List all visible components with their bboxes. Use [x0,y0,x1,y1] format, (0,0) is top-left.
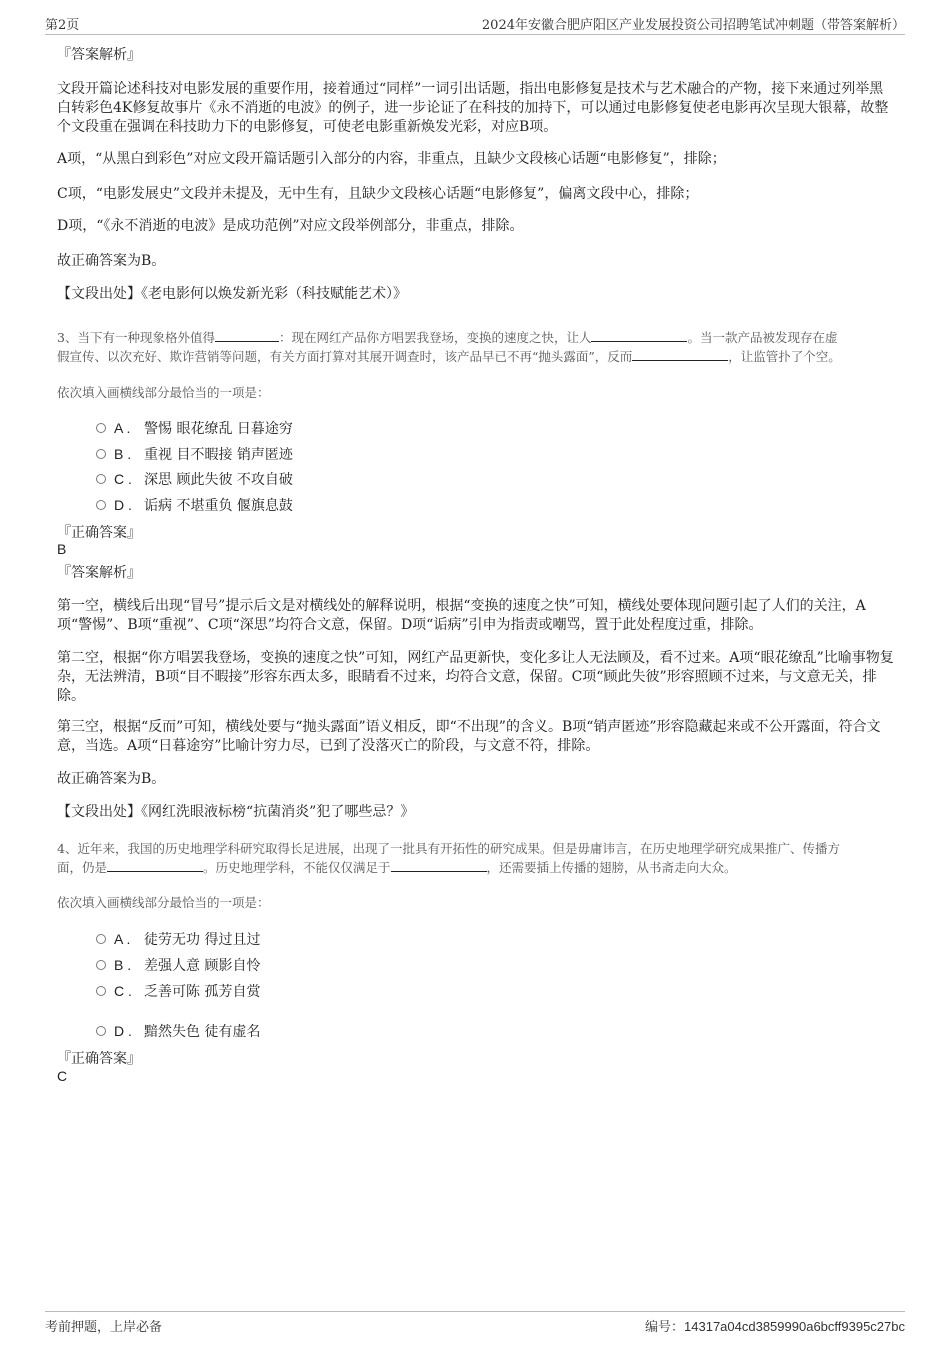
q2-analysis-paragraph: 文段开篇论述科技对电影发展的重要作用，接着通过“同样”一词引出话题，指出电影修复是技术与艺术融合的产物，接下来通过列举黑白转彩色4K修复故事片《永不消逝的电波》的例子，进一步论证了在科技的加持下，可以通过电影修复使老电影再次呈现大银幕，故整个文段重在强调在科技助力下的电影修复，可使老电影重新焕发光彩，对应B项。 [57,81,889,135]
radio-icon[interactable] [96,934,106,944]
q3-option-a[interactable]: A . 警惕 眼花缭乱 日暮途穷 [96,418,293,438]
q2-conclusion: 故正确答案为B。 [57,253,166,269]
q4-option-b[interactable]: B . 差强人意 顾影自怜 [96,955,260,975]
q3-analysis-label: 『答案解析』 [57,565,141,581]
q4-prompt: 依次填入画横线部分最恰当的一项是： [57,895,270,910]
q3-prompt: 依次填入画横线部分最恰当的一项是： [57,385,270,400]
radio-icon[interactable] [96,1026,106,1036]
q3-option-d[interactable]: D . 诟病 不堪重负 偃旗息鼓 [96,495,293,515]
document-title: 2024年安徽合肥庐阳区产业发展投资公司招聘笔试冲刺题（带答案解析） [481,18,905,33]
blank-1 [107,861,203,872]
q2-source: 【文段出处】《老电影何以焕发新光彩（科技赋能艺术）》 [57,286,407,302]
q3-conclusion: 故正确答案为B。 [57,771,166,787]
q3-analysis-paragraph-1: 第一空，横线后出现“冒号”提示后文是对横线处的解释说明，根据“变换的速度之快”可知，横线处要体现问题引起了人们的关注，A项“警惕”、B项“重视”、C项“深思”均符合文意，保留。D项“诟病”引申为指责或嘲骂，置于此处程度过重，排除。 [57,598,866,633]
blank-2 [391,861,487,872]
document-code: 编号：14317a04cd3859990a6bcff9395c27bc [645,1319,905,1334]
q3-stem: 3、当下有一种现象格外值得 ：现在网红产品你方唱罢我登场，变换的速度之快，让人 。当一款产品被发现存在虚 假宣传、以次充好、欺诈营销等问题，有关方面打算对其展开调查时，该产品早已不再“抛头露面”，反而 ，让监管扑了个空。 [57,330,841,364]
q4-option-c[interactable]: C . 乏善可陈 孤芳自赏 [96,981,260,1001]
q3-analysis-paragraph-2: 第二空，根据“你方唱罢我登场，变换的速度之快”可知，网红产品更新快，变化多让人无法顾及，看不过来。A项“眼花缭乱”比喻事物复杂，无法辨清，B项“目不暇接”形容东西太多，眼睛看不过来，均符合文意，保留。C项“顾此失彼”形容照顾不过来，与文意无关，排除。 [57,650,894,704]
footer-slogan: 考前押题，上岸必备 [45,1320,163,1335]
q2-analysis-option-a: A项，“从黑白到彩色”对应文段开篇话题引入部分的内容，非重点，且缺少文段核心话题“电影修复”，排除； [57,151,726,167]
q2-analysis-option-d: D项，“《永不消逝的电波》是成功范例”对应文段举例部分，非重点，排除。 [57,218,524,234]
q3-correct-answer: B [57,541,67,557]
radio-icon[interactable] [96,449,106,459]
q2-analysis-label: 『答案解析』 [57,47,141,63]
blank-1 [215,331,279,342]
q3-analysis-paragraph-3: 第三空，根据“反而”可知，横线处要与“抛头露面”语义相反，即“不出现”的含义。B项“销声匿迹”形容隐藏起来或不公开露面，符合文意，当选。A项“日暮途穷”比喻计穷力尽，已到了没落灭亡的阶段，与文意不符，排除。 [57,719,881,754]
q3-source: 【文段出处】《网红洗眼液标榜“抗菌消炎”犯了哪些忌？》 [57,804,415,820]
radio-icon[interactable] [96,960,106,970]
blank-3 [632,350,728,361]
q4-correct-label: 『正确答案』 [57,1051,141,1067]
q2-analysis-option-c: C项，“电影发展史”文段并未提及，无中生有，且缺少文段核心话题“电影修复”，偏离文段中心，排除； [57,186,699,202]
page-header [45,14,905,35]
q3-option-b[interactable]: B . 重视 目不暇接 销声匿迹 [96,444,293,464]
radio-icon[interactable] [96,423,106,433]
q4-option-d[interactable]: D . 黯然失色 徒有虚名 [96,1021,260,1041]
q4-option-a[interactable]: A . 徒劳无功 得过且过 [96,929,260,949]
radio-icon[interactable] [96,474,106,484]
page-footer [45,1311,905,1334]
q4-correct-answer: C [57,1068,68,1084]
q3-option-c[interactable]: C . 深思 顾此失彼 不攻自破 [96,469,293,489]
radio-icon[interactable] [96,500,106,510]
radio-icon[interactable] [96,986,106,996]
q4-stem: 4、近年来，我国的历史地理学科研究取得长足进展，出现了一批具有开拓性的研究成果。但是毋庸讳言，在历史地理学研究成果推广、传播方 面，仍是 。历史地理学科，不能仅仅满足于 ，还需要插上传播的翅膀，从书斋走向大众。 [57,841,840,875]
blank-2 [591,331,687,342]
page-number: 第2页 [45,18,80,33]
q3-correct-label: 『正确答案』 [57,525,141,541]
